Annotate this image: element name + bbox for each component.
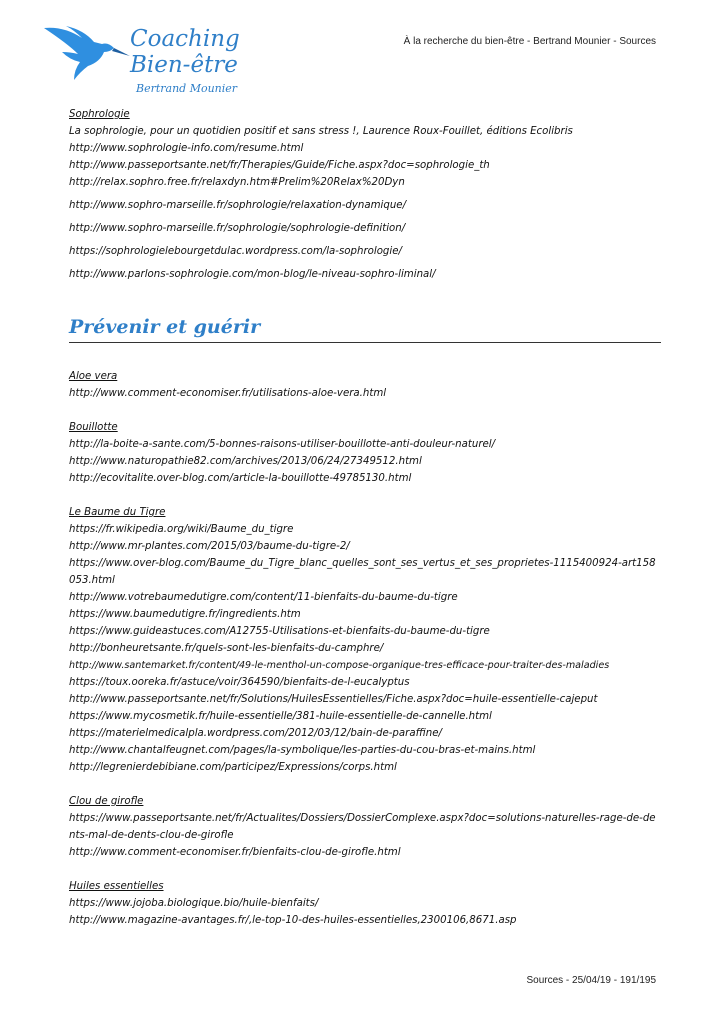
section-title-baume-du-tigre: Le Baume du Tigre: [69, 507, 166, 518]
link[interactable]: https://www.baumedutigre.fr/ingredients.htm: [69, 609, 301, 620]
link[interactable]: http://www.naturopathie82.com/archives/2013/06/24/27349512.html: [69, 456, 422, 467]
document-body: [69, 106, 661, 929]
link[interactable]: http://www.mr-plantes.com/2015/03/baume-du-tigre-2/: [69, 541, 350, 552]
link[interactable]: https://sophrologielebourgetdulac.wordpress.com/la-sophrologie/: [69, 246, 402, 257]
section-title-aloe-vera: Aloe vera: [69, 371, 118, 382]
link[interactable]: http://www.chantalfeugnet.com/pages/la-symbolique/les-parties-du-cou-bras-et-mains.html: [69, 745, 536, 756]
page-header-text: À la recherche du bien-être - Bertrand Mounier - Sources: [403, 36, 656, 47]
link[interactable]: http://legrenierdebibiane.com/participez/Expressions/corps.html: [69, 762, 397, 773]
link[interactable]: http://www.sophro-marseille.fr/sophrologie/relaxation-dynamique/: [69, 200, 406, 211]
link[interactable]: http://www.comment-economiser.fr/bienfaits-clou-de-girofle.html: [69, 847, 401, 858]
link[interactable]: https://www.over-blog.com/Baume_du_Tigre_blanc_quelles_sont_ses_vertus_et_ses_proprietes-1115400924-art158053.html: [69, 558, 656, 586]
logo: [44, 22, 244, 100]
link[interactable]: http://www.sophro-marseille.fr/sophrologie/sophrologie-definition/: [69, 223, 406, 234]
link[interactable]: https://www.jojoba.biologique.bio/huile-bienfaits/: [69, 898, 319, 909]
link[interactable]: http://ecovitalite.over-blog.com/article-la-bouillotte-49785130.html: [69, 473, 412, 484]
link[interactable]: https://www.mycosmetik.fr/huile-essentielle/381-huile-essentielle-de-cannelle.html: [69, 711, 492, 722]
link[interactable]: http://www.votrebaumedutigre.com/content/11-bienfaits-du-baume-du-tigre: [69, 592, 458, 603]
link[interactable]: http://www.passeportsante.net/fr/Solutions/HuilesEssentielles/Fiche.aspx?doc=huile-essentielle-cajeput: [69, 694, 598, 705]
hummingbird-icon: [44, 22, 130, 82]
section-heading: Prévenir et guérir: [69, 319, 661, 343]
link[interactable]: http://la-boite-a-sante.com/5-bonnes-raisons-utiliser-bouillotte-anti-douleur-naturel/: [69, 439, 496, 450]
section-title-sophrologie: Sophrologie: [69, 109, 130, 120]
logo-subtitle: Bien-être: [130, 52, 238, 78]
link[interactable]: https://www.passeportsante.net/fr/Actualites/Dossiers/DossierComplexe.aspx?doc=solutions-naturelles-rage-de-dents-mal-de-dents-clou-de-girofle: [69, 813, 656, 841]
logo-author: Bertrand Mounier: [136, 82, 238, 95]
link[interactable]: http://www.magazine-avantages.fr/,le-top-10-des-huiles-essentielles,2300106,8671.asp: [69, 915, 517, 926]
link[interactable]: https://fr.wikipedia.org/wiki/Baume_du_tigre: [69, 524, 294, 535]
link[interactable]: http://bonheuretsante.fr/quels-sont-les-bienfaits-du-camphre/: [69, 643, 384, 654]
link[interactable]: https://toux.ooreka.fr/astuce/voir/364590/bienfaits-de-l-eucalyptus: [69, 677, 410, 688]
link[interactable]: http://www.passeportsante.net/fr/Therapies/Guide/Fiche.aspx?doc=sophrologie_th: [69, 160, 490, 171]
link[interactable]: https://materielmedicalpla.wordpress.com/2012/03/12/bain-de-paraffine/: [69, 728, 442, 739]
section-title-huiles-essentielles: Huiles essentielles: [69, 881, 164, 892]
link[interactable]: http://www.parlons-sophrologie.com/mon-blog/le-niveau-sophro-liminal/: [69, 269, 436, 280]
section-title-clou-de-girofle: Clou de girofle: [69, 796, 144, 807]
logo-title: Coaching: [130, 26, 240, 52]
link[interactable]: http://www.comment-economiser.fr/utilisations-aloe-vera.html: [69, 388, 387, 399]
page-footer: Sources - 25/04/19 - 191/195: [526, 975, 656, 986]
link[interactable]: http://www.sophrologie-info.com/resume.html: [69, 143, 304, 154]
link[interactable]: https://www.guideastuces.com/A12755-Utilisations-et-bienfaits-du-baume-du-tigre: [69, 626, 490, 637]
section-title-bouillotte: Bouillotte: [69, 422, 118, 433]
book-reference: La sophrologie, pour un quotidien positif et sans stress !, Laurence Roux-Fouillet, éditions Ecolibris: [69, 126, 573, 137]
link[interactable]: http://relax.sophro.free.fr/relaxdyn.htm#Prelim%20Relax%20Dyn: [69, 177, 405, 188]
link[interactable]: http://www.santemarket.fr/content/49-le-menthol-un-compose-organique-tres-efficace-pour-traiter-des-maladies: [69, 660, 610, 671]
